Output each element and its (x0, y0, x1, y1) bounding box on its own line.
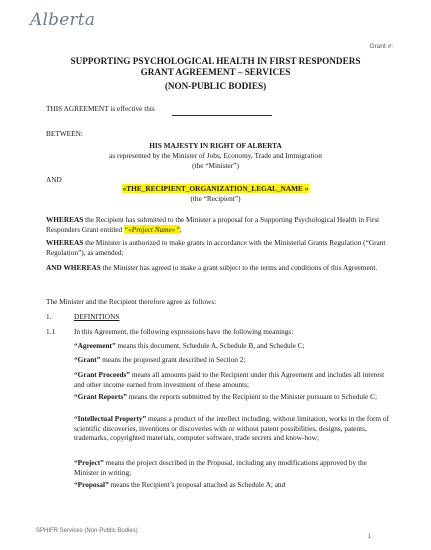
definition-text: means the reports submitted by the Recipient to the Minister pursuant to Schedule C; (126, 392, 377, 401)
definition-text: means the proposed grant described in Section 2; (100, 355, 246, 364)
definition-term: “Intellectual Property” (74, 414, 147, 423)
title-line-2: GRANT AGREEMENT – SERVICES (140, 67, 291, 77)
party2-name-row (0, 184, 431, 193)
definition-item (74, 458, 392, 477)
title-line-1: SUPPORTING PSYCHOLOGICAL HEALTH IN FIRST RESPONDERS (70, 56, 361, 66)
definition-term: “Grant” (74, 355, 101, 364)
definition-item (74, 480, 392, 490)
between-label: BETWEEN: (46, 129, 83, 138)
recital-2-lead: WHEREAS (46, 238, 84, 247)
page-number: 1 (367, 534, 371, 540)
title-line-3: (NON-PUBLIC BODIES) (164, 81, 267, 91)
definitions-intro: In this Agreement, the following expressions have the following meanings: (74, 327, 294, 336)
recital-1-text: the Recipient has submitted to the Minister a proposal for a Supporting Psychological Health in First Responders Grant entitled (46, 215, 380, 234)
recital-2-text: the Minister is authorized to make grants in accordance with the Ministerial Grants Regulation (“Grant Regulation”), as amended; (46, 238, 386, 257)
definition-item (74, 414, 392, 443)
definition-text: means the Recipient’s proposal attached as Schedule A; and (108, 480, 286, 489)
recital-1-end: ; (179, 224, 182, 234)
recipient-name-field: «THE_RECIPIENT_ORGANIZATION_LEGAL_NAME » (122, 184, 309, 193)
definition-item (74, 392, 392, 402)
recital-1-lead: WHEREAS (46, 215, 84, 224)
recital-3-lead: AND WHEREAS (46, 263, 101, 272)
recital-1 (46, 215, 391, 234)
section-number: 1. (46, 312, 52, 321)
and-label: AND (46, 175, 62, 184)
alberta-logo: Alberta (30, 10, 96, 30)
definition-item (74, 370, 392, 389)
project-name-field: “«Project Name»” (124, 224, 180, 234)
definition-text: means the project described in the Proposal, including any modifications approved by the Minister in writing; (74, 458, 367, 477)
footer-document-name: SPHIFR Services (Non-Public Bodies) (36, 528, 138, 534)
definition-term: “Project” (74, 458, 104, 467)
recital-2 (46, 238, 391, 257)
recital-3-text: the Minister has agreed to make a grant subject to the terms and conditions of this Agreement. (100, 263, 378, 272)
party2-alias: (the “Recipient”) (190, 194, 241, 203)
agreement-statement: The Minister and the Recipient therefore agree as follows: (46, 297, 217, 306)
section-heading: DEFINITIONS (74, 312, 120, 321)
party1-represented: as represented by the Minister of Jobs, Economy, Trade and Immigration (109, 151, 322, 160)
definition-text: means a product of the intellect including, without limitation, works in the form of scientific discoveries, inventions or discoveries with or without patent possibilities, designs, patents, trademarks, copyrighted materials, computer software, trade secrets and know-how; (74, 414, 389, 442)
effective-date-blank (172, 115, 272, 116)
definition-term: “Grant Reports” (74, 392, 127, 401)
definition-item (74, 341, 392, 351)
subsection-number: 1.1 (46, 327, 56, 336)
definition-term: “Proposal” (74, 480, 109, 489)
party1-alias: (the “Minister”) (192, 161, 239, 170)
definition-item (74, 355, 392, 365)
effective-date-label: THIS AGREEMENT is effective this (46, 104, 155, 113)
definition-text: means this document, Schedule A, Schedule B, and Schedule C; (115, 341, 305, 350)
definition-text: means all amounts paid to the Recipient under this Agreement and includes all interest and other income earned from investment of these amounts; (74, 370, 385, 389)
party1-name: HIS MAJESTY IN RIGHT OF ALBERTA (149, 141, 282, 150)
definition-term: “Grant Proceeds” (74, 370, 130, 379)
grant-number-label: Grant #: (369, 43, 393, 50)
definition-term: “Agreement” (74, 341, 116, 350)
recital-3 (46, 263, 391, 273)
